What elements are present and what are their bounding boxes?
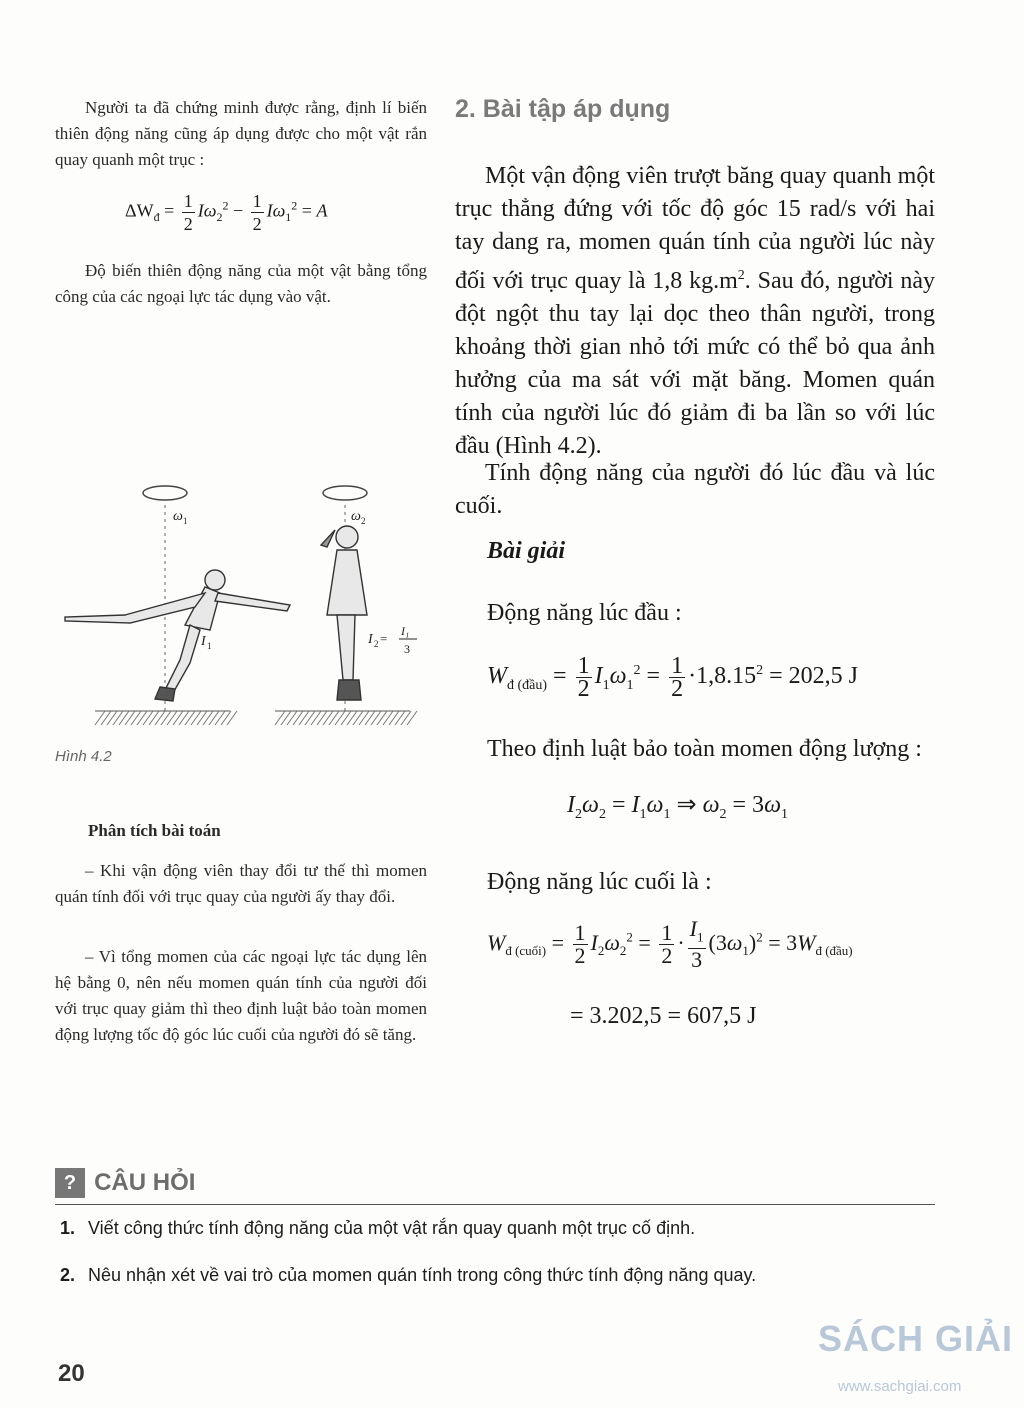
figure-caption: Hình 4.2	[55, 748, 112, 765]
step-initial-energy: Động năng lúc đầu :	[487, 600, 682, 626]
step-conservation: Theo định luật bảo toàn momen động lượng :	[487, 736, 922, 762]
skater-arms-in	[321, 526, 367, 700]
problem-paragraph: Một vận động viên trượt băng quay quanh một trục thẳng đứng với tốc độ góc 15 rad/s với hai tay dang ra, momen quán tính của người lúc này đối với trục quay là 1,8 $kg.m^2$. Sau đó, người này đột ngột thu tay lại dọc theo thân người, trong khoảng thời gian nhỏ tới mức có thể bỏ qua ảnh hưởng của ma sát với mặt băng. Momen quán tính của người lúc đó giảm đi ba lần so với lúc đầu (Hình 4.2).	[455, 163, 936, 459]
omega1-label: ω	[173, 509, 183, 524]
question-item-2: 2. Nêu nhận xét về vai trò của momen quán tính trong công thức tính động năng quay.	[60, 1265, 757, 1285]
analysis-paragraph-1: – Khi vận động viên thay đổi tư thế thì momen quán tính đối với trục quay của người ấy thay đổi.	[55, 861, 427, 906]
svg-text:I₁: I₁	[401, 624, 410, 638]
question-paragraph: Tính động năng của người đó lúc đầu và lúc cuối.	[455, 460, 935, 519]
initial-energy-equation: $W_{đ (đầu)}$ = $\frac{1}{2}$ $I_1\omega_1^2$ = $\frac{1}{2}$ $\cdot 1,8.15^2 = 202,5$ J	[487, 653, 858, 702]
intro-paragraph: Người ta đã chứng minh được rằng, định lí biến thiên động năng cũng áp dụng được cho một vật rắn quay quanh một trục :	[55, 98, 427, 169]
svg-text:1: 1	[183, 516, 188, 526]
svg-text:2: 2	[361, 516, 366, 526]
step-final-energy: Động năng lúc cuối là :	[487, 869, 712, 895]
solution-title: Bài giải	[487, 538, 566, 564]
figure-skaters	[55, 475, 425, 745]
analysis-paragraph-2: – Vì tổng momen của các ngoại lực tác dụng lên hệ bằng 0, nên nếu momen quán tính của người đối với trục quay giảm thì theo định luật bảo toàn momen động lượng tốc độ góc lúc cuối của người đó sẽ tăng.	[55, 947, 427, 1044]
analysis-title: Phân tích bài toán	[88, 821, 221, 840]
watermark-url: www.sachgiai.com	[838, 1378, 962, 1395]
rotation-arrow-2	[323, 486, 367, 500]
section-title: 2. Bài tập áp dụng	[455, 95, 671, 123]
svg-text:2: 2	[374, 639, 379, 649]
page-number: 20	[58, 1360, 85, 1387]
svg-text:3: 3	[404, 642, 410, 656]
I1-label: I	[201, 634, 206, 649]
questions-header: ? CÂU HỎI	[55, 1168, 935, 1205]
skater-arms-out	[65, 570, 290, 701]
I2-label: I	[368, 632, 373, 647]
kinetic-theorem-formula: $\Delta W_đ$ = $\frac{1}{2}$ $I\omega_2^2$ − $\frac{1}{2}$ $I\omega_1^2 = A$	[125, 191, 328, 234]
final-energy-result: = 3.202,5 = 607,5 J	[570, 1003, 757, 1029]
question-item-1: 1. Viết công thức tính động năng của một vật rắn quay quanh một trục cố định.	[60, 1218, 696, 1238]
svg-text:1: 1	[207, 641, 212, 651]
svg-text:=: =	[380, 631, 388, 646]
watermark-logo: SÁCH GIẢI	[818, 1318, 1014, 1359]
final-energy-equation: $W_{đ (cuối)}$ = $\frac{1}{2}$ $I_2\omega_2^2$ = $\frac{1}{2}$ · $\frac{I_1}{3}$ $(3\omega_1)^2 = 3W_{đ (đầu)}$	[487, 916, 853, 973]
conservation-equation: $I_2\omega_2 = I_1\omega_1$ ⇒ $\omega_2 = 3\omega_1$	[567, 792, 789, 822]
rotation-arrow-1	[143, 486, 187, 500]
theorem-paragraph: Độ biến thiên động năng của một vật bằng tổng công của các ngoại lực tác dụng vào vật.	[55, 261, 427, 306]
questions-icon: ?	[55, 1168, 85, 1198]
omega2-label: ω	[351, 509, 361, 524]
